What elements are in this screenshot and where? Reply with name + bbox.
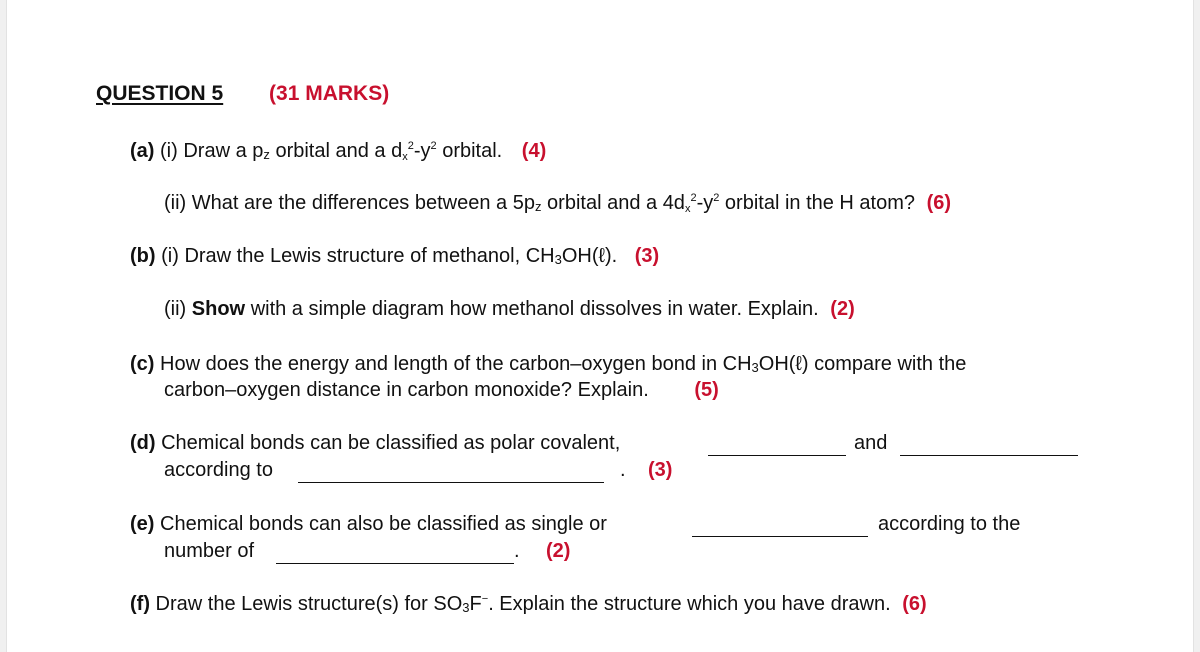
part-b-i-marks: (3) bbox=[634, 245, 660, 267]
part-d-label: (d) bbox=[130, 432, 156, 454]
part-a-ii-num: (ii) bbox=[164, 192, 187, 214]
part-d-period: . bbox=[620, 459, 626, 481]
part-b-ii-bold: Show bbox=[191, 298, 246, 320]
4dx2y2-symbol: $4d_x^2-y^2$ bbox=[662, 192, 720, 215]
part-a-i-text-pre: Draw a bbox=[183, 140, 247, 162]
part-c-text2: carbon–oxygen distance in carbon monoxide? Explain. bbox=[164, 379, 649, 401]
part-d-line2 bbox=[164, 458, 273, 482]
part-e-line2 bbox=[164, 539, 254, 563]
part-b-i-num: (i) bbox=[161, 245, 179, 267]
5pz-symbol: 5pz bbox=[512, 192, 542, 214]
part-b-ii-num: (ii) bbox=[164, 298, 187, 320]
part-e-blank-2[interactable] bbox=[276, 545, 514, 564]
part-d-text1: Chemical bonds can be classified as polar covalent, bbox=[161, 432, 621, 454]
part-f-text: Draw the Lewis structure(s) for SO3F−. Explain the structure which you have drawn. bbox=[155, 593, 891, 615]
part-e-text1-end: according to the bbox=[878, 513, 1021, 535]
part-a-ii-marks: (6) bbox=[926, 192, 952, 214]
pz-symbol: pz bbox=[252, 140, 270, 162]
part-d-text2: according to bbox=[164, 459, 273, 481]
part-c-line1 bbox=[130, 352, 966, 380]
part-b-i-text: Draw the Lewis structure of methanol, CH3OH(ℓ). bbox=[184, 245, 618, 267]
part-a-i-num: (i) bbox=[160, 140, 178, 162]
page-edge-left bbox=[0, 0, 7, 652]
part-c-marks: (5) bbox=[694, 379, 719, 401]
part-a-ii-end: orbital in the H atom? bbox=[724, 192, 916, 214]
part-a-ii-mid: orbital and a bbox=[547, 192, 658, 214]
part-e-text2: number of bbox=[164, 540, 255, 562]
part-c-text1: How does the energy and length of the carbon–oxygen bond in CH3OH(ℓ) compare with the bbox=[160, 353, 967, 375]
question-heading bbox=[96, 82, 389, 106]
part-e-label: (e) bbox=[130, 513, 155, 535]
part-e-text1: Chemical bonds can also be classified as single or bbox=[160, 513, 607, 535]
part-e-marks: (2) bbox=[546, 540, 571, 562]
page-edge-right bbox=[1193, 0, 1200, 652]
part-b-ii-text: with a simple diagram how methanol dissolves in water. Explain. bbox=[250, 298, 819, 320]
part-d-marks: (3) bbox=[648, 459, 673, 481]
part-c-label: (c) bbox=[130, 353, 155, 375]
part-b-i bbox=[130, 244, 659, 272]
part-a-i-marks: (4) bbox=[521, 140, 547, 162]
part-f-marks: (6) bbox=[902, 593, 927, 615]
part-e-blank-1[interactable] bbox=[692, 518, 868, 537]
part-b-ii-marks: (2) bbox=[830, 298, 855, 320]
part-e-line1 bbox=[130, 512, 607, 536]
part-d-line1 bbox=[130, 431, 620, 455]
part-d-blank-1[interactable] bbox=[708, 437, 846, 456]
part-d-blank-2[interactable] bbox=[900, 437, 1078, 456]
part-a-ii bbox=[164, 191, 951, 219]
part-c-line2 bbox=[164, 378, 719, 402]
question-title: QUESTION 5 bbox=[96, 82, 224, 105]
part-f-label: (f) bbox=[130, 593, 150, 615]
part-a-i bbox=[130, 139, 546, 167]
part-a-label: (a) bbox=[130, 140, 155, 162]
part-e-period: . bbox=[514, 540, 520, 562]
part-a-i-end: orbital. bbox=[442, 140, 503, 162]
part-d-and: and bbox=[854, 432, 888, 454]
part-f bbox=[130, 592, 927, 620]
part-d-blank-3[interactable] bbox=[298, 464, 604, 483]
part-a-i-mid: orbital and a bbox=[275, 140, 386, 162]
dx2y2-symbol: $d_x^2-y^2$ bbox=[391, 140, 437, 163]
part-b-ii bbox=[164, 297, 855, 321]
question-marks: (31 MARKS) bbox=[269, 82, 390, 105]
part-a-ii-text-pre: What are the differences between a bbox=[191, 192, 508, 214]
part-b-label: (b) bbox=[130, 245, 156, 267]
